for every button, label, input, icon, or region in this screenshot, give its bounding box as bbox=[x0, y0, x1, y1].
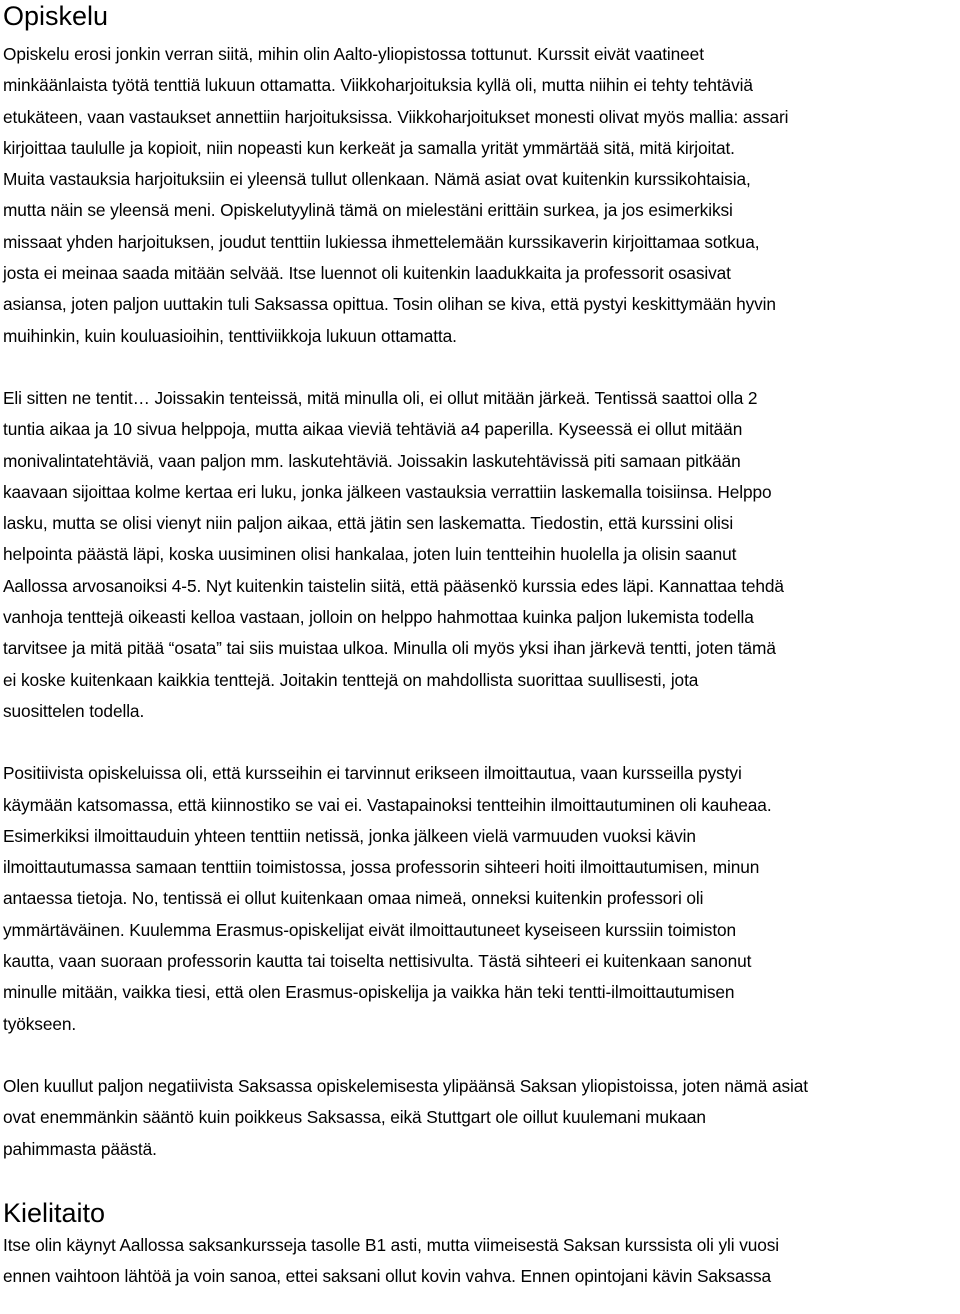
document-page bbox=[3, 0, 957, 1292]
text-line: monivalintatehtäviä, vaan paljon mm. laskutehtäviä. Joissakin laskutehtävissä piti samaan pitkään bbox=[3, 450, 741, 471]
paragraph-spacer bbox=[3, 727, 957, 758]
text-line: minulle mitään, vaikka tiesi, että olen Erasmus-opiskelija ja vaikka hän teki tentti-ilmoittautumisen bbox=[3, 982, 735, 1003]
text-line: minkäänlaista työtä tenttiä lukuun ottamatta. Viikkoharjoituksia kyllä oli, mutta niihin ei tehty tehtäviä bbox=[3, 75, 753, 96]
text-line: ymmärtäväinen. Kuulemma Erasmus-opiskelijat eivät ilmoittautuneet kyseiseen kurssiin toimiston bbox=[3, 919, 737, 940]
text-line: Itse olin käynyt Aallossa saksankursseja tasolle B1 asti, mutta viimeisestä Saksan kurssista oli yli vuosi bbox=[3, 1234, 780, 1255]
text-line: ovat enemmänkin sääntö kuin poikkeus Saksassa, eikä Stuttgart ole oillut kuulemani mukaan bbox=[3, 1107, 706, 1128]
text-line: lasku, mutta se olisi vienyt niin paljon aikaa, että jätin sen laskematta. Tiedostin, että kurssini olisi bbox=[3, 513, 734, 534]
paragraph-opiskelu-2 bbox=[3, 383, 957, 727]
text-line: helpointa päästä läpi, koska uusiminen olisi hankalaa, joten luin tentteihin huolella ja olisin saanut bbox=[3, 544, 737, 565]
text-line: missaat yhden harjoituksen, joudut tenttiin lukiessa ihmettelemään kurssikaverin kirjoittamaa sotkua, bbox=[3, 231, 760, 252]
text-line: vanhoja tenttejä oikeasti kelloa vastaan, jolloin on helppo hahmottaa kuinka paljon lukemista todella bbox=[3, 607, 754, 628]
text-line: käymään katsomassa, että kiinnostiko se vai ei. Vastapainoksi tentteihin ilmoittautuminen oli kauheaa. bbox=[3, 794, 772, 815]
text-line: etukäteen, vaan vastaukset annettiin harjoituksissa. Viikkoharjoitukset monesti olivat myös mallia: assari bbox=[3, 106, 789, 127]
text-line: josta ei meinaa saada mitään selvää. Itse luennot oli kuitenkin laadukkaita ja professorit osasivat bbox=[3, 263, 731, 284]
text-line: pahimmasta päästä. bbox=[3, 1138, 157, 1159]
text-line: kautta, vaan suoraan professorin kautta tai toiselta nettisivulta. Tästä sihteeri ei kuitenkaan sanonut bbox=[3, 951, 752, 972]
paragraph-spacer bbox=[3, 352, 957, 383]
text-line: suosittelen todella. bbox=[3, 700, 145, 721]
text-line: antaessa tietoja. No, tentissä ei ollut kuitenkaan omaa nimeä, onneksi kuitenkin professori oli bbox=[3, 888, 704, 909]
text-line: tarvitsee ja mitä pitää “osata” tai siis muistaa ulkoa. Minulla oli myös yksi ihan järkevä tentti, joten tämä bbox=[3, 638, 776, 659]
section-heading-opiskelu: Opiskelu bbox=[3, 1, 109, 31]
text-line: Esimerkiksi ilmoittauduin yhteen tenttiin netissä, jonka jälkeen vielä varmuuden vuoksi kävin bbox=[3, 825, 696, 846]
paragraph-opiskelu-4 bbox=[3, 1071, 957, 1165]
text-line: ilmoittautumassa samaan tenttiin toimistossa, jossa professorin sihteeri hoiti ilmoittautumisen, minun bbox=[3, 857, 760, 878]
paragraph-spacer bbox=[3, 1040, 957, 1071]
section-spacer bbox=[3, 1165, 957, 1197]
paragraph-opiskelu-3 bbox=[3, 758, 957, 1040]
text-line: ei koske kuitenkaan kaikkia tenttejä. Joitakin tenttejä on mahdollista suorittaa suullisesti, jota bbox=[3, 669, 699, 690]
text-line: tuntia aikaa ja 10 sivua helppoja, mutta aikaa vieviä tehtäviä a4 paperilla. Kyseessä ei ollut mitään bbox=[3, 419, 743, 440]
paragraph-kielitaito-1 bbox=[3, 1230, 957, 1293]
text-line: työkseen. bbox=[3, 1013, 77, 1034]
text-line: Eli sitten ne tentit… Joissakin tenteissä, mitä minulla oli, ei ollut mitään järkeä. Tentissä saattoi olla 2 bbox=[3, 387, 758, 408]
text-line: kirjoittaa taululle ja kopioit, niin nopeasti kun kerkeät ja samalla yrität ymmärtää sitä, mitä kirjoitat. bbox=[3, 137, 735, 158]
text-line: Aallossa arvosanoiksi 4-5. Nyt kuitenkin taistelin siitä, että pääsenkö kurssia edes läpi. Kannattaa tehdä bbox=[3, 575, 784, 596]
text-line: ennen vaihtoon lähtöä ja voin sanoa, ettei saksani ollut kovin vahva. Ennen opintojani kävin Saksassa bbox=[3, 1266, 772, 1287]
text-line: Positiivista opiskeluissa oli, että kursseihin ei tarvinnut erikseen ilmoittautua, vaan kursseilla pystyi bbox=[3, 763, 742, 784]
section-heading-kielitaito: Kielitaito bbox=[3, 1197, 106, 1228]
text-line: mutta näin se yleensä meni. Opiskelutyylinä tämä on mielestäni erittäin surkea, ja jos esimerkiksi bbox=[3, 200, 733, 221]
paragraph-opiskelu-1 bbox=[3, 39, 957, 352]
text-line: Muita vastauksia harjoituksiin ei yleensä tullut ollenkaan. Nämä asiat ovat kuitenkin kurssikohtaisia, bbox=[3, 169, 751, 190]
text-line: kaavaan sijoittaa kolme kertaa eri luku, jonka jälkeen vastauksia verrattiin laskemalla toisiinsa. Helppo bbox=[3, 481, 772, 502]
text-line: asiansa, joten paljon uuttakin tuli Saksassa opittua. Tosin olihan se kiva, että pystyi keskittymään hyvin bbox=[3, 294, 776, 315]
text-line: muihinkin, kuin kouluasioihin, tenttiviikkoja lukuun ottamatta. bbox=[3, 325, 457, 346]
text-line: Opiskelu erosi jonkin verran siitä, mihin olin Aalto-yliopistossa tottunut. Kurssit eivät vaatineet bbox=[3, 44, 704, 64]
text-line: Olen kuullut paljon negatiivista Saksassa opiskelemisesta ylipäänsä Saksan yliopistoissa, joten nämä asiat bbox=[3, 1075, 808, 1096]
